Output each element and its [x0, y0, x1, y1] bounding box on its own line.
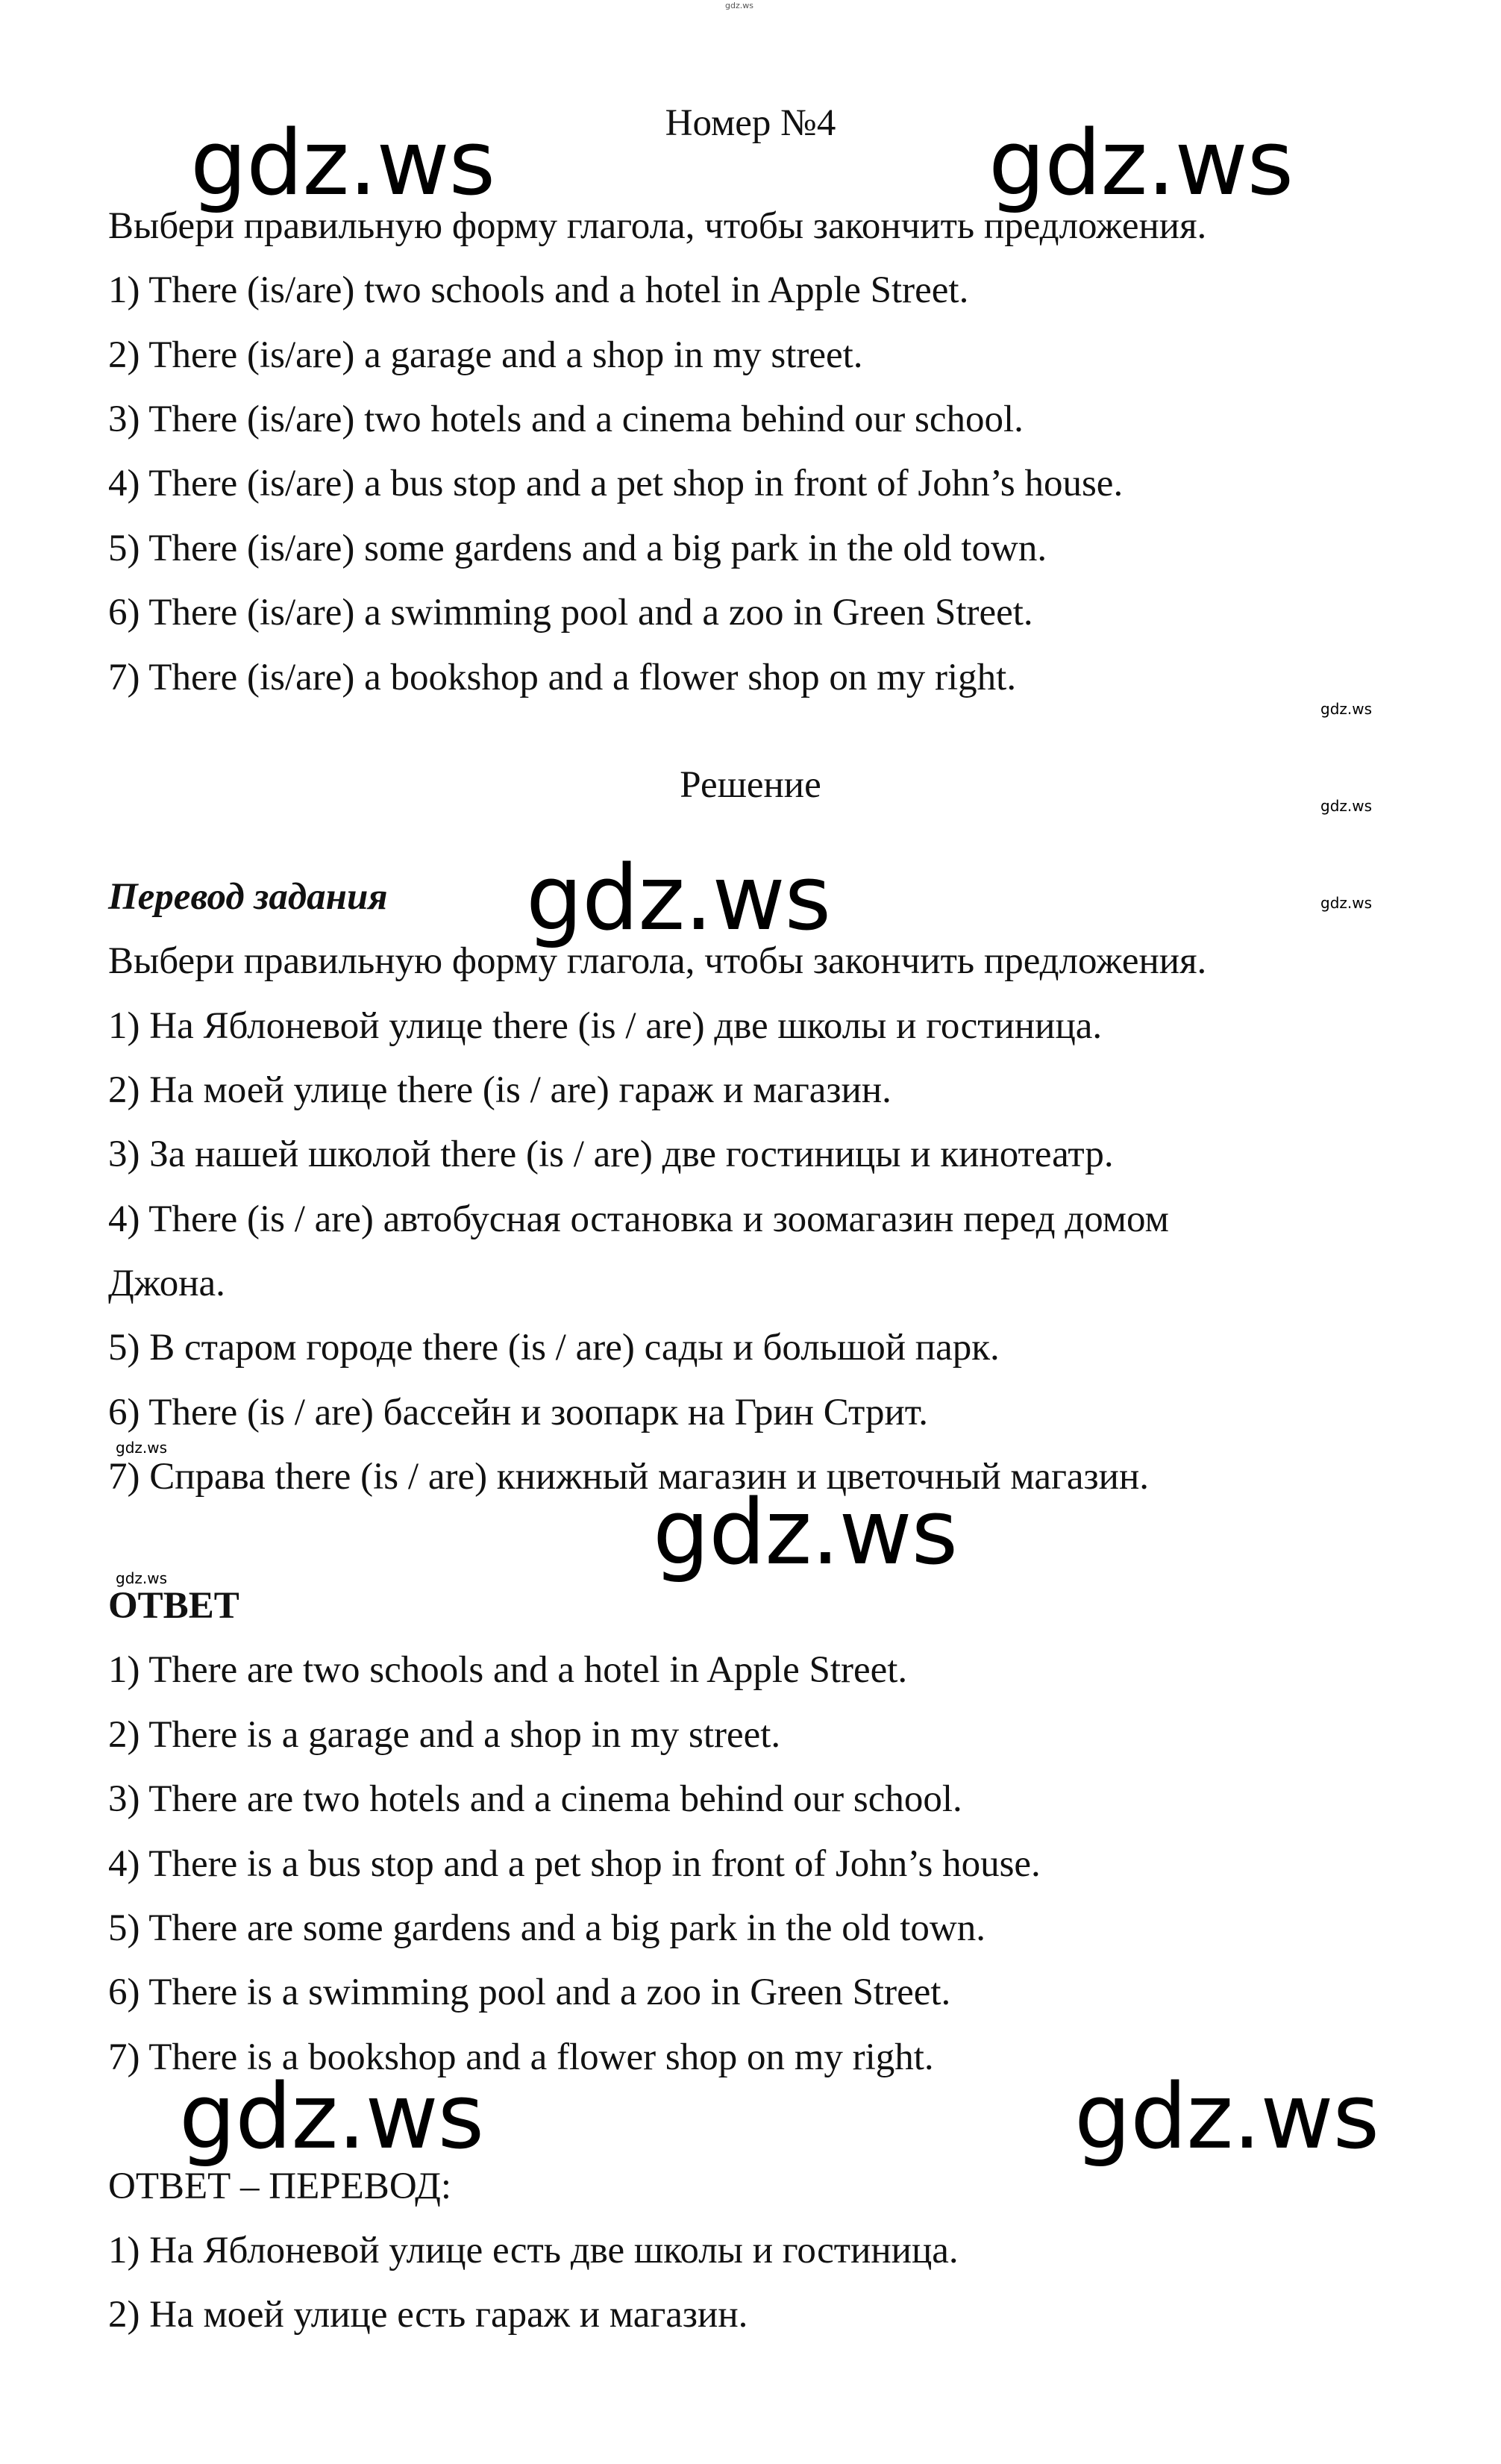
- watermark: gdz.ws: [526, 847, 831, 951]
- answer-translation-heading: ОТВЕТ – ПЕРЕВОД:: [108, 2166, 452, 2207]
- task-item: 3) There (is/are) two hotels and a cinema behind our school.: [108, 398, 1024, 440]
- task-instruction: Выбери правильную форму глагола, чтобы закончить предложения.: [108, 205, 1207, 247]
- translation-heading: Перевод задания: [108, 876, 388, 918]
- answer-heading: ОТВЕТ: [108, 1585, 239, 1627]
- translation-item-continued: Джона.: [108, 1263, 225, 1304]
- watermark-small: gdz.ws: [1320, 797, 1373, 815]
- translation-item: 4) There (is / are) автобусная остановка и зоомагазин перед домом: [108, 1198, 1169, 1240]
- watermark-tiny: gdz.ws: [725, 1, 753, 10]
- task-item: 5) There (is/are) some gardens and a big park in the old town.: [108, 528, 1047, 569]
- watermark-small: gdz.ws: [1320, 700, 1373, 718]
- watermark: gdz.ws: [190, 112, 495, 216]
- task-item: 4) There (is/are) a bus stop and a pet shop in front of John’s house.: [108, 463, 1124, 504]
- translation-item: 2) На моей улице there (is / are) гараж и магазин.: [108, 1069, 891, 1111]
- translation-instruction: Выбери правильную форму глагола, чтобы закончить предложения.: [108, 940, 1207, 982]
- translation-item: 6) There (is / are) бассейн и зоопарк на Грин Стрит.: [108, 1392, 928, 1433]
- translation-item: 1) На Яблоневой улице there (is / are) две школы и гостиница.: [108, 1005, 1103, 1047]
- translation-item: 5) В старом городе there (is / are) сады и большой парк.: [108, 1327, 1000, 1369]
- answer-item: 3) There are two hotels and a cinema behind our school.: [108, 1778, 962, 1820]
- task-title: Номер №4: [665, 102, 836, 144]
- answer-translation-item: 2) На моей улице есть гараж и магазин.: [108, 2294, 748, 2336]
- translation-item: 7) Справа there (is / are) книжный магазин и цветочный магазин.: [108, 1456, 1150, 1498]
- watermark-small: gdz.ws: [1320, 894, 1373, 912]
- task-item: 2) There (is/are) a garage and a shop in my street.: [108, 334, 863, 376]
- watermark-small: gdz.ws: [116, 1569, 168, 1587]
- translation-item: 3) За нашей школой there (is / are) две гостиницы и кинотеатр.: [108, 1133, 1114, 1175]
- watermark: gdz.ws: [179, 2066, 484, 2169]
- answer-item: 6) There is a swimming pool and a zoo in Green Street.: [108, 1971, 951, 2013]
- task-item: 6) There (is/are) a swimming pool and a zoo in Green Street.: [108, 592, 1033, 634]
- answer-item: 5) There are some gardens and a big park in the old town.: [108, 1907, 985, 1949]
- answer-item: 4) There is a bus stop and a pet shop in front of John’s house.: [108, 1843, 1041, 1885]
- watermark-small: gdz.ws: [116, 1439, 168, 1457]
- watermark: gdz.ws: [1074, 2066, 1379, 2169]
- task-item: 1) There (is/are) two schools and a hotel in Apple Street.: [108, 269, 969, 311]
- answer-item: 2) There is a garage and a shop in my street.: [108, 1714, 781, 1756]
- watermark: gdz.ws: [653, 1481, 958, 1585]
- answer-item: 7) There is a bookshop and a flower shop on my right.: [108, 2036, 934, 2078]
- solution-heading: Решение: [680, 764, 821, 806]
- answer-translation-item: 1) На Яблоневой улице есть две школы и гостиница.: [108, 2230, 959, 2271]
- task-item: 7) There (is/are) a bookshop and a flower shop on my right.: [108, 657, 1017, 698]
- answer-item: 1) There are two schools and a hotel in Apple Street.: [108, 1649, 908, 1691]
- watermark: gdz.ws: [988, 112, 1294, 216]
